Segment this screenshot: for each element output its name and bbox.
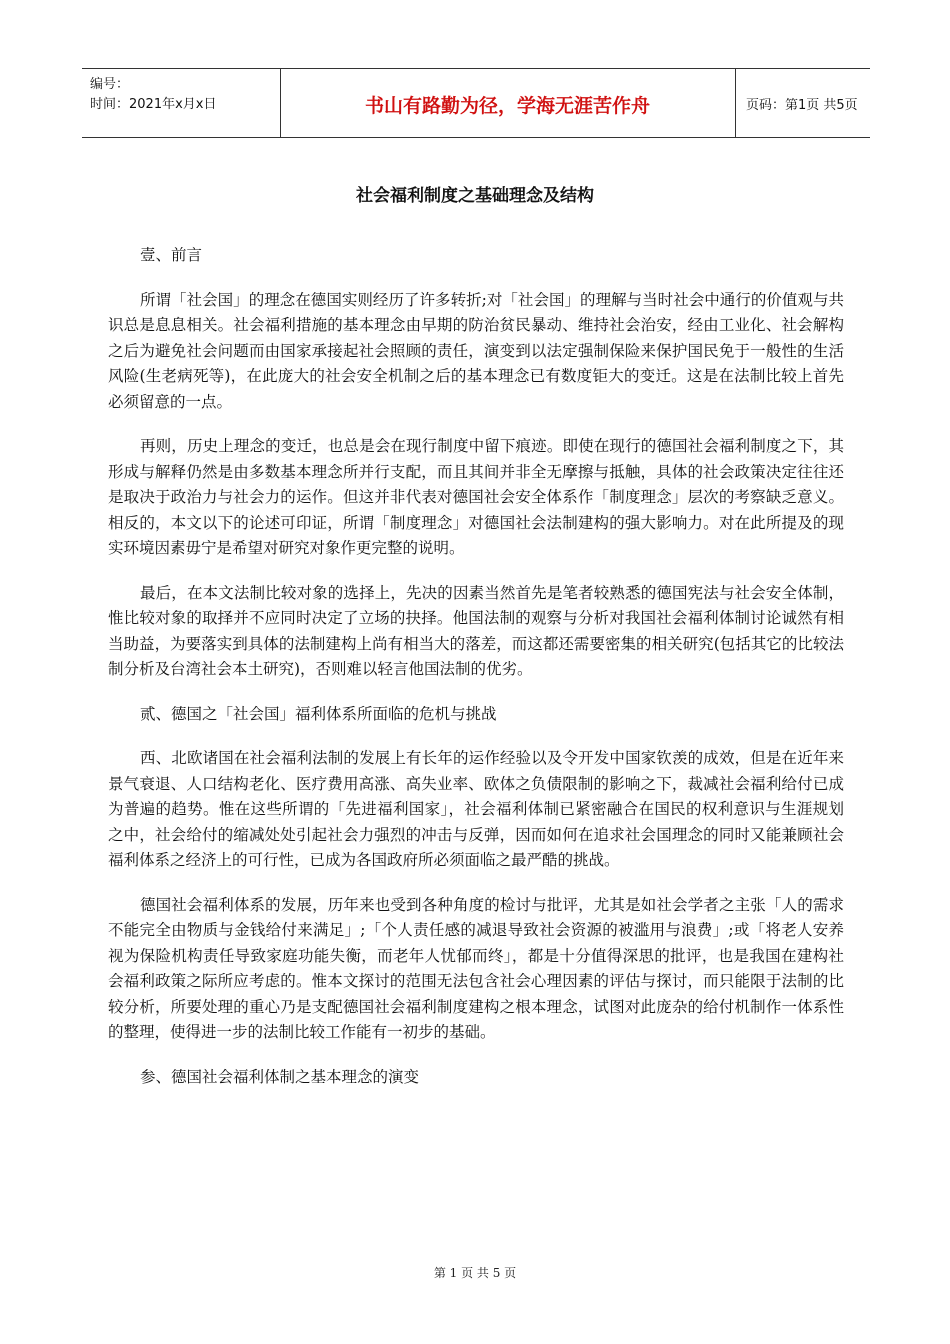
section-heading: 壹、前言	[140, 246, 203, 264]
paragraph: 最后，在本文法制比较对象的选择上，先决的因素当然首先是笔者较熟悉的德国宪法与社会安全体制，惟比较对象的取择并不应同时决定了立场的抉择。他国法制的观察与分析对我国社会福利体制讨论诚然有相当助益，为要落实到具体的法制建构上尚有相当大的落差，而这都还需要密集的相关研究(包括其它的比较法制分析及台湾社会本土研究)，否则难以轻言他国法制的优劣。	[108, 583, 844, 678]
header-page-cell	[736, 69, 870, 137]
document-title: 社会福利制度之基础理念及结构	[356, 186, 594, 206]
document-time-label: 时间：2021年x月x日	[90, 97, 217, 112]
header-motto: 书山有路勤为径，学海无涯苦作舟	[364, 95, 650, 117]
header-motto-cell	[280, 69, 736, 137]
paragraph: 德国社会福利体系的发展，历年来也受到各种角度的检讨与批评，尤其是如社会学者之主张「人的需求不能完全由物质与金钱给付来满足」;「个人责任感的减退导致社会资源的被滥用与浪费」;或「将老人安养视为保险机构责任导致家庭功能失衡，而老年人忧郁而终」，都是十分值得深思的批评，也是我国在建构社会福利政策之际所应考虑的。惟本文探讨的范围无法包含社会心理因素的评估与探讨，而只能限于法制的比较分析，所要处理的重心乃是支配德国社会福利制度建构之根本理念，试图对此庞杂的给付机制作一体系性的整理，使得进一步的法制比较工作能有一初步的基础。	[108, 895, 844, 1041]
paragraph: 西、北欧诸国在社会福利法制的发展上有长年的运作经验以及令开发中国家钦羡的成效，但是在近年来景气衰退、人口结构老化、医疗费用高涨、高失业率、欧体之负债限制的影响之下，裁减社会福利给付已成为普遍的趋势。惟在这些所谓的「先进福利国家」，社会福利体制已紧密融合在国民的权利意识与生涯规划之中，社会给付的缩减处处引起社会力强烈的冲击与反弹，因而如何在追求社会国理念的同时又能兼顾社会福利体系之经济上的可行性，已成为各国政府所必须面临之最严酷的挑战。	[108, 749, 844, 869]
document-body	[108, 243, 844, 1109]
paragraph: 所谓「社会国」的理念在德国实则经历了许多转折;对「社会国」的理解与当时社会中通行的价值观与共识总是息息相关。社会福利措施的基本理念由早期的防治贫民暴动、维持社会治安，经由工业化、社会解构之后为避免社会问题而由国家承接起社会照顾的责任，演变到以法定强制保险来保护国民免于一般性的生活风险(生老病死等)，在此庞大的社会安全机制之后的基本理念已有数度钜大的变迁。这是在法制比较上首先必须留意的一点。	[108, 290, 844, 411]
page-footer: 第 1 页 共 5 页	[433, 1266, 517, 1280]
document-number-label: 编号：	[90, 77, 130, 92]
paragraph: 再则，历史上理念的变迁，也总是会在现行制度中留下痕迹。即使在现行的德国社会福利制度之下，其形成与解释仍然是由多数基本理念所并行支配，而且其间并非全无摩擦与抵触，具体的社会政策决定往往还是取决于政治力与社会力的运作。但这并非代表对德国社会安全体系作「制度理念」层次的考察缺乏意义。相反的，本文以下的论述可印证，所谓「制度理念」对德国社会法制建构的强大影响力。对在此所提及的现实环境因素毋宁是希望对研究对象作更完整的说明。	[108, 437, 844, 557]
section-heading: 参、德国社会福利体制之基本理念的演变	[140, 1067, 420, 1086]
header-page-code: 页码：第1页 共5页	[746, 98, 858, 113]
section-heading: 贰、德国之「社会国」福利体系所面临的危机与挑战	[140, 704, 497, 723]
header-table	[82, 68, 870, 138]
header-info-cell	[82, 69, 281, 137]
